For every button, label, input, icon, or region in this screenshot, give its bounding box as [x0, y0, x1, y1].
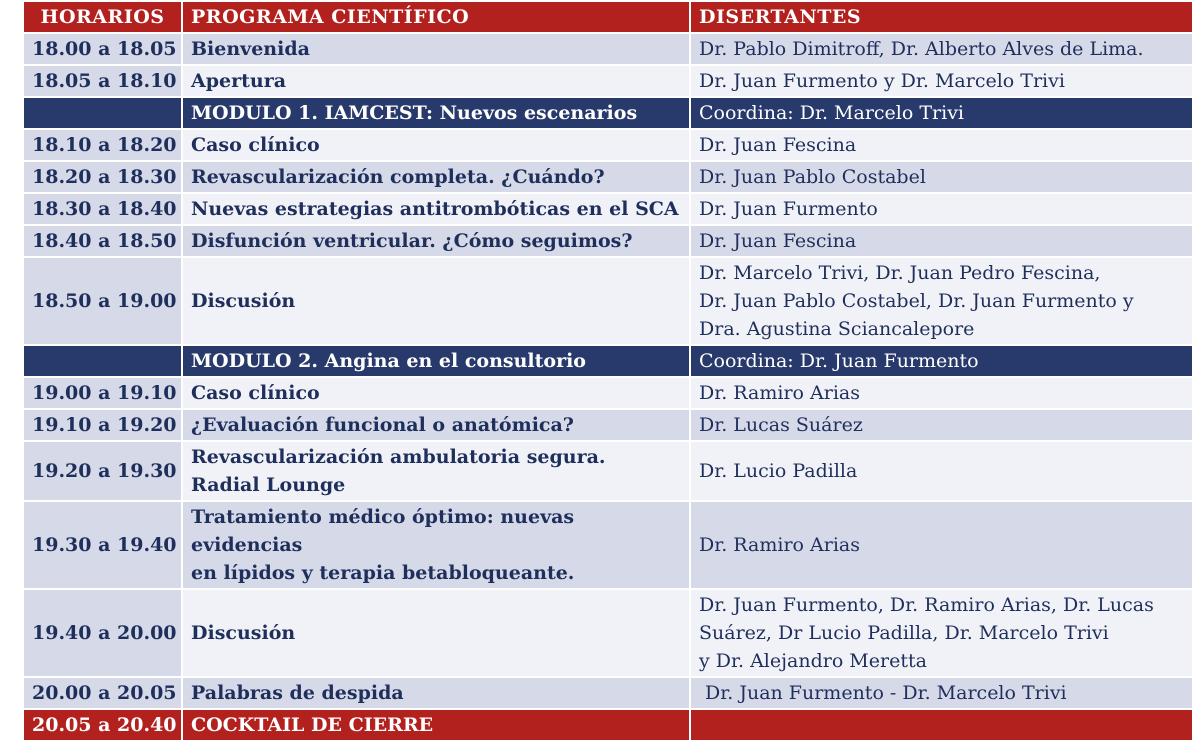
- row-speakers: Dr. Pablo Dimitroff, Dr. Alberto Alves de Lima.: [690, 33, 1193, 65]
- row-time: 19.20 a 19.30: [23, 441, 182, 501]
- row-speakers: Dr. Juan Pablo Costabel: [690, 161, 1193, 193]
- table-row: [23, 129, 1193, 161]
- row-time: 18.00 a 18.05: [23, 33, 182, 65]
- speaker-line: Suárez, Dr Lucio Padilla, Dr. Marcelo Trivi: [699, 622, 1109, 644]
- speaker-line: Dr. Marcelo Trivi, Dr. Juan Pedro Fescina,: [699, 262, 1101, 284]
- program-line: Radial Lounge: [191, 474, 346, 496]
- row-program: Nuevas estrategias antitrombóticas en el SCA: [182, 193, 690, 225]
- program-line: Revascularización ambulatoria segura.: [191, 446, 606, 468]
- table-header: [23, 1, 1193, 33]
- module-coordinator: Coordina: Dr. Marcelo Trivi: [690, 97, 1193, 129]
- row-time: 18.40 a 18.50: [23, 225, 182, 257]
- row-program: Discusión: [182, 589, 690, 677]
- row-speakers: Dr. Lucio Padilla: [690, 441, 1193, 501]
- row-speakers: Dr. Lucas Suárez: [690, 409, 1193, 441]
- table-row: [23, 257, 1193, 345]
- row-program: Caso clínico: [182, 377, 690, 409]
- row-program: Discusión: [182, 257, 690, 345]
- speaker-line: y Dr. Alejandro Meretta: [699, 650, 927, 672]
- row-time: 18.30 a 18.40: [23, 193, 182, 225]
- module-title: MODULO 1. IAMCEST: Nuevos escenarios: [182, 97, 690, 129]
- row-time: 20.00 a 20.05: [23, 677, 182, 709]
- table-row: [23, 225, 1193, 257]
- row-speakers: Dr. Juan Furmento - Dr. Marcelo Trivi: [690, 677, 1193, 709]
- row-program: ¿Evaluación funcional o anatómica?: [182, 409, 690, 441]
- row-speakers: Dr. Juan Furmento: [690, 193, 1193, 225]
- row-speakers: Dr. Ramiro Arias: [690, 377, 1193, 409]
- row-time: 19.00 a 19.10: [23, 377, 182, 409]
- row-time: 20.05 a 20.40: [23, 709, 182, 741]
- row-program: [182, 441, 690, 501]
- row-speakers: Dr. Ramiro Arias: [690, 501, 1193, 589]
- row-speakers: Dr. Juan Fescina: [690, 129, 1193, 161]
- module-coordinator: Coordina: Dr. Juan Furmento: [690, 345, 1193, 377]
- row-program: [182, 501, 690, 589]
- schedule: [22, 0, 1194, 742]
- table-row: [23, 33, 1193, 65]
- row-program: Apertura: [182, 65, 690, 97]
- row-time: 18.50 a 19.00: [23, 257, 182, 345]
- row-program: Bienvenida: [182, 33, 690, 65]
- row-time: 19.30 a 19.40: [23, 501, 182, 589]
- module-title: MODULO 2. Angina en el consultorio: [182, 345, 690, 377]
- schedule-table: [22, 0, 1194, 742]
- table-row: [23, 377, 1193, 409]
- speaker-line: Dr. Juan Pablo Costabel, Dr. Juan Furmento y: [699, 290, 1134, 312]
- row-program: Caso clínico: [182, 129, 690, 161]
- closing-title: COCKTAIL DE CIERRE: [182, 709, 690, 741]
- row-time: 18.05 a 18.10: [23, 65, 182, 97]
- table-row: [23, 677, 1193, 709]
- program-line: en lípidos y terapia betabloqueante.: [191, 562, 575, 584]
- row-time: 18.20 a 18.30: [23, 161, 182, 193]
- row-speakers: Dr. Juan Fescina: [690, 225, 1193, 257]
- speaker-line: Dra. Agustina Sciancalepore: [699, 318, 975, 340]
- row-time: [23, 97, 182, 129]
- row-time: 19.40 a 20.00: [23, 589, 182, 677]
- row-speakers: [690, 589, 1193, 677]
- header-program: PROGRAMA CIENTÍFICO: [182, 1, 690, 33]
- row-speakers: Dr. Juan Furmento y Dr. Marcelo Trivi: [690, 65, 1193, 97]
- speaker-line: Dr. Juan Furmento, Dr. Ramiro Arias, Dr. Lucas: [699, 594, 1154, 616]
- row-program: Palabras de despida: [182, 677, 690, 709]
- program-line: Tratamiento médico óptimo: nuevas evidencias: [191, 506, 575, 556]
- header-time: HORARIOS: [23, 1, 182, 33]
- row-program: Disfunción ventricular. ¿Cómo seguimos?: [182, 225, 690, 257]
- module-row: [23, 345, 1193, 377]
- row-program: Revascularización completa. ¿Cuándo?: [182, 161, 690, 193]
- table-row: [23, 441, 1193, 501]
- table-row: [23, 65, 1193, 97]
- table-row: [23, 589, 1193, 677]
- row-speakers: [690, 257, 1193, 345]
- row-time: 19.10 a 19.20: [23, 409, 182, 441]
- module-row: [23, 97, 1193, 129]
- table-row: [23, 161, 1193, 193]
- header-speakers: DISERTANTES: [690, 1, 1193, 33]
- row-time: 18.10 a 18.20: [23, 129, 182, 161]
- row-time: [23, 345, 182, 377]
- table-row: [23, 501, 1193, 589]
- table-row: [23, 409, 1193, 441]
- table-row: [23, 193, 1193, 225]
